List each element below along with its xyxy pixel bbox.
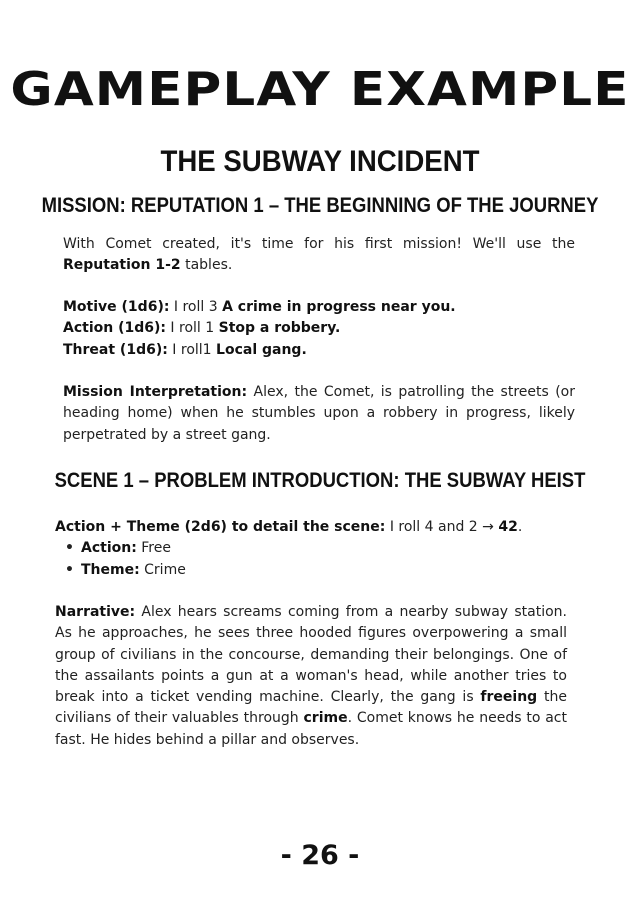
scene-roll-label: Action + Theme (2d6) to detail the scene: [55,519,386,535]
roll-motive [63,297,575,318]
scene-heading: SCENE 1 – PROBLEM INTRODUCTION: THE SUBWAY HEIST [54,469,586,492]
scene-roll [55,517,570,581]
roll-result: Stop a robbery. [218,320,341,337]
mission-heading: MISSION: REPUTATION 1 – THE BEGINNING OF THE JOURNEY [41,194,599,217]
narrative-bold-crime: crime [303,710,348,727]
roll-label: Motive (1d6): [63,299,170,315]
roll-text: I roll1 [167,341,217,358]
narrative-text: . Comet knows he needs to act fast. He hides behind a pillar and observes. [55,710,567,748]
roll-list [63,297,575,361]
section-title: THE SUBWAY INCIDENT [160,145,480,178]
roll-label: Action (1d6): [63,320,166,337]
bullet-value: Free [136,540,171,557]
intro-paragraph [63,234,575,277]
roll-threat [63,340,575,361]
narrative-label: Narrative: [55,604,136,620]
intro-text-end: tables. [180,257,233,274]
intro-bold: Reputation 1-2 [63,257,181,274]
interpretation-label: Mission Interpretation: [63,384,248,400]
roll-action [63,318,575,339]
roll-result: Local gang. [216,341,307,358]
roll-label: Threat (1d6): [63,341,168,358]
page-number: - 26 - [280,840,360,871]
narrative-paragraph [55,602,567,751]
bullet-value: Crime [139,561,186,578]
narrative-text: the civilians of their valuables through [55,689,567,727]
page-title: GAMEPLAY EXAMPLE [10,62,630,116]
scene-roll-text: I roll 4 and 2 → [385,519,499,535]
bullet-label: Theme: [81,561,140,578]
bullet-action [55,538,570,559]
scene-roll-end: . [517,519,523,535]
intro-text: With Comet created, it's time for his first mission! We'll use the [63,236,575,252]
roll-text: I roll 1 [165,320,219,337]
roll-text: I roll 3 [169,299,223,315]
roll-result: A crime in progress near you. [222,299,456,315]
bullet-theme [55,560,570,581]
mission-interpretation [63,382,575,446]
narrative-text: Alex hears screams coming from a nearby subway station. As he approaches, he sees three hooded figures overpowering a small group of civilians in the concourse, demanding their belongings. One of the assailants points a gun at a woman's head, while another tries to break into a ticket vending machine. Clearly, the gang is [55,604,567,706]
scene-bullet-list [55,538,570,581]
interpretation-text: Alex, the Comet, is patrolling the streets (or heading home) when he stumbles upon a robbery in progress, likely perpetrated by a street gang. [63,384,575,443]
scene-roll-result: 42 [498,519,518,535]
bullet-label: Action: [81,540,137,557]
narrative-bold-freeing: freeing [480,689,538,706]
